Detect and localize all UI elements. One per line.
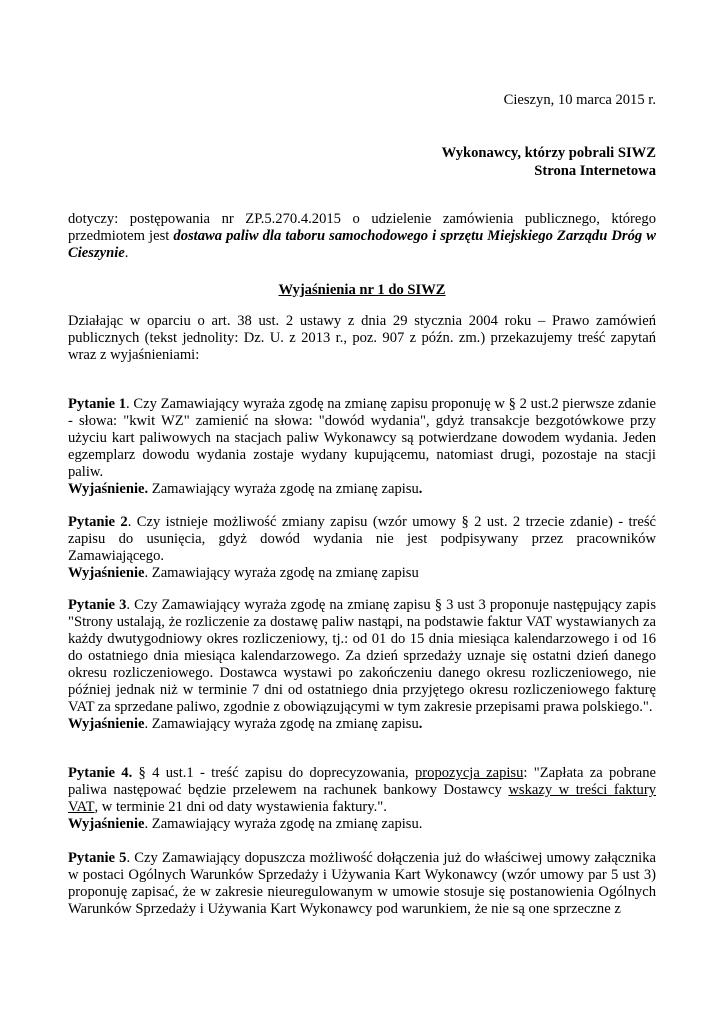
question-3 <box>68 597 656 733</box>
subject-prefix: dotyczy: postępowania nr ZP.5.270.4.2015 o udzielenie zamówienia publicznego, którego przedmiotem jest <box>68 211 656 244</box>
question-5 <box>68 850 656 918</box>
recipient-block <box>442 144 656 180</box>
question-4 <box>68 765 656 833</box>
question-1-text: . Czy Zamawiający wyraża zgodę na zmianę zapisu proponuję w § 2 ust.2 pierwsze zdanie - słowa: "kwit WZ" zamienić na słowa: "dowód wydania", gdyż transakcje bezgotówkowe przy użyciu kart paliwowych na stacjach paliw Wykonawcy są potwierdzane dowodem wydania. Jeden egzemplarz dowodu wydania zostaje wydany kupującemu, natomiast drugi, pozostaje na stacji paliw. <box>68 396 656 480</box>
answer-1-end: . <box>418 481 423 497</box>
answer-1-text: Zamawiający wyraża zgodę na zmianę zapisu <box>148 481 419 497</box>
question-2 <box>68 514 656 582</box>
question-2-label: Pytanie 2 <box>68 514 128 530</box>
recipient-line-1: Wykonawcy, którzy pobrali SIWZ <box>441 145 656 161</box>
answer-3-label: Wyjaśnienie <box>68 716 145 732</box>
answer-2-label: Wyjaśnienie <box>68 565 145 581</box>
question-5-text: . Czy Zamawiający dopuszcza możliwość dołączenia już do właściwej umowy załącznika w postaci Ogólnych Warunków Sprzedaży i Używania Kart Wykonawcy (wzór umowy par 5 ust 3) proponuję zapisać, że w zakresie nieuregulowanym w umowie stosuje się postanowienia Ogólnych Warunków Sprzedaży i Używania Kart Wykonawcy pod warunkiem, że nie są one sprzeczne z <box>68 850 656 917</box>
answer-3-end: . <box>418 716 423 732</box>
question-5-label: Pytanie 5 <box>68 850 127 866</box>
subject-paragraph <box>68 211 656 262</box>
answer-4-text: . Zamawiający wyraża zgodę na zmianę zapisu. <box>144 816 423 832</box>
document-date: Cieszyn, 10 marca 2015 r. <box>503 92 656 108</box>
subject-object: dostawa paliw dla taboru samochodowego i sprzętu Miejskiego Zarządu Dróg w Cieszynie <box>68 228 656 261</box>
recipient-line-2: Strona Internetowa <box>534 163 656 179</box>
answer-2-text: . Zamawiający wyraża zgodę na zmianę zapisu <box>144 565 419 581</box>
answer-3-text: . Zamawiający wyraża zgodę na zmianę zapisu <box>144 716 419 732</box>
question-2-text: . Czy istnieje możliwość zmiany zapisu (wzór umowy § 2 ust. 2 trzecie zdanie) - treść zapisu do usunięcia, gdyż dowód wydania nie jest podpisywany przez pracowników Zamawiającego. <box>68 514 657 564</box>
question-4-underlined-b: wskazy w treści faktury VAT <box>68 782 656 815</box>
document-title: Wyjaśnienia nr 1 do SIWZ <box>278 282 446 298</box>
question-4-text-c: , w terminie 21 dni od daty wystawienia faktury.". <box>94 799 387 815</box>
question-4-text-b: : "Zapłata za pobrane paliwa następować będzie przelewem na rachunek bankowy Dostawcy <box>68 765 656 798</box>
question-4-underlined-a: propozycja zapisu <box>415 765 524 781</box>
question-3-label: Pytanie 3 <box>68 597 127 613</box>
question-4-label: Pytanie 4. <box>68 765 133 781</box>
question-1 <box>68 396 656 498</box>
answer-1-label: Wyjaśnienie. <box>68 481 149 497</box>
subject-suffix: . <box>124 245 129 261</box>
intro-paragraph: Działając w oparciu o art. 38 ust. 2 ustawy z dnia 29 stycznia 2004 roku – Prawo zamówień publicznych (tekst jednolity: Dz. U. z 2013 r., poz. 907 z późn. zm.) przekazujemy treść zapytań wraz z wyjaśnieniami: <box>68 313 656 363</box>
answer-4-label: Wyjaśnienie <box>68 816 145 832</box>
question-1-label: Pytanie 1 <box>68 396 127 412</box>
question-3-text: . Czy Zamawiający wyraża zgodę na zmianę zapisu § 3 ust 3 proponuje następujący zapis "Strony ustalają, że rozliczenie za dostawę paliw nastąpi, na podstawie faktur VAT wystawianych za każdy dwutygodniowy okres rozliczeniowy, tj.: od 01 do 15 dnia miesiąca kalendarzowego i od 16 do ostatniego dnia miesiąca kalendarzowego. Za dzień sprzedaży uznaje się ostatni dzień danego okresu rozliczeniowego. Dostawca wystawi po zakończeniu danego okresu rozliczeniowego, nie później jednak niż w terminie 7 dni od ostatniego dnia przyjętego okresu rozliczeniowego fakturę VAT za sprzedane paliwo, zgodnie z obowiązującymi w tym zakresie przepisami prawa polskiego.". <box>68 597 656 715</box>
question-4-text-a: § 4 ust.1 - treść zapisu do doprecyzowania, <box>132 765 415 781</box>
